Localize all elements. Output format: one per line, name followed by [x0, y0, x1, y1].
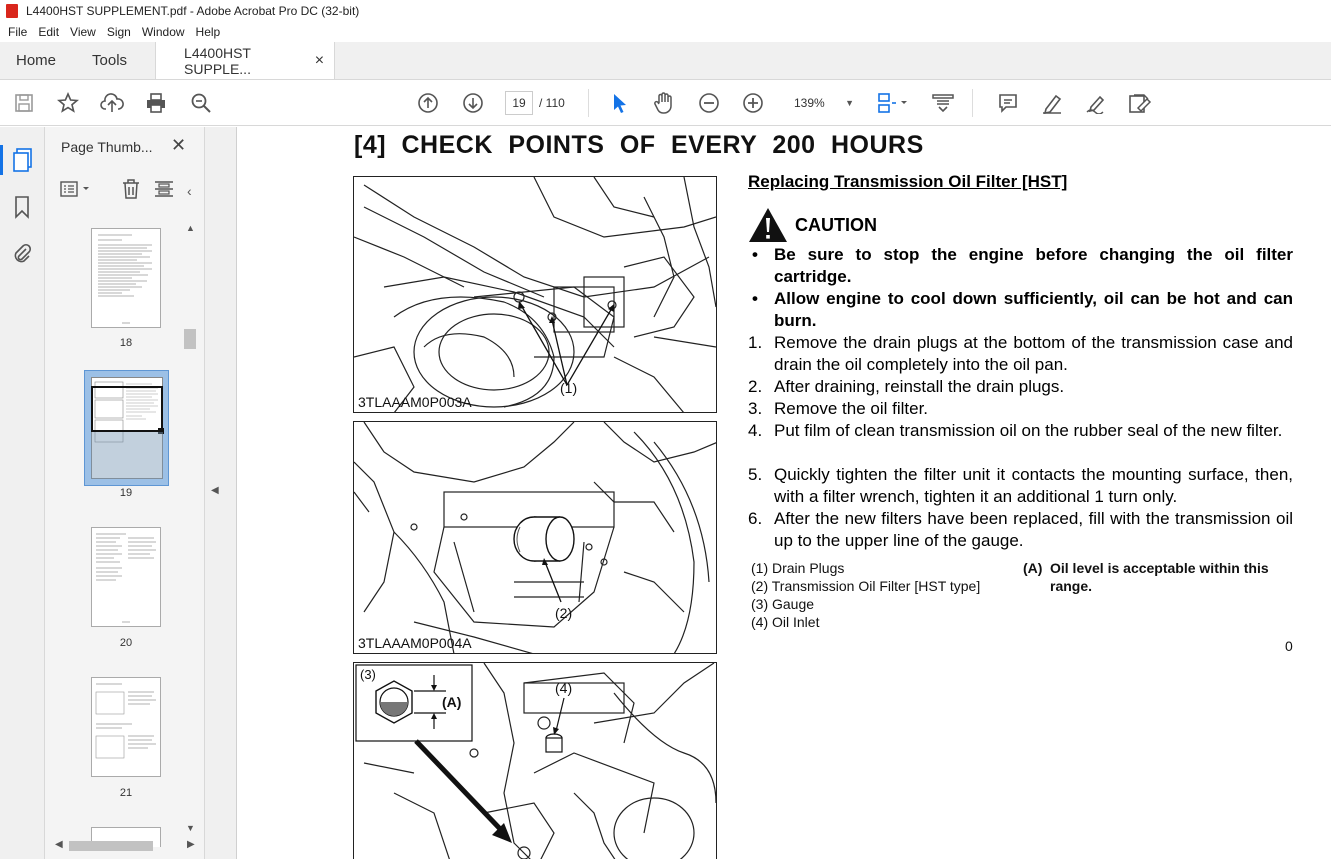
edit-pdf-icon[interactable] [1128, 91, 1152, 115]
document-view[interactable] [237, 127, 1331, 859]
thumbnail-label-19: 19 [119, 487, 133, 499]
window-title: L4400HST SUPPLEMENT.pdf - Adobe Acrobat Pro DC (32-bit) [26, 4, 360, 18]
delete-page-icon[interactable] [120, 178, 142, 205]
page-thumbnail-21[interactable] [91, 677, 161, 777]
thumbnail-scrollbar[interactable] [183, 223, 197, 837]
pdf-page [237, 127, 1331, 859]
menu-bar [0, 22, 1331, 42]
menu-file[interactable]: File [8, 25, 28, 39]
bookmark-icon[interactable] [13, 195, 31, 224]
legend-a-text: Oil level is acceptable within this range. [1050, 560, 1269, 594]
drain-plugs-illustration [354, 177, 717, 413]
legend-a-key: (A) [1023, 560, 1043, 576]
oil-inlet-cap [546, 734, 562, 752]
figure-gauge [353, 662, 717, 859]
page-thumbnail-20[interactable] [91, 527, 161, 627]
bookmark-star-icon[interactable] [56, 91, 80, 115]
page-thumbnails-panel [45, 127, 205, 859]
zoom-search-icon[interactable] [189, 91, 213, 115]
save-icon[interactable] [12, 91, 36, 115]
callout-3: (3) [360, 667, 376, 682]
gauge-illustration [354, 663, 717, 859]
read-mode-icon[interactable] [931, 91, 955, 115]
menu-edit[interactable]: Edit [38, 25, 60, 39]
collapse-panel-icon[interactable]: ◀ [211, 485, 219, 496]
page-number-input[interactable]: 19 [505, 91, 533, 115]
navigation-rail [0, 127, 45, 859]
zoom-out-icon[interactable] [697, 91, 721, 115]
legend-item: (2) Transmission Oil Filter [HST type] [751, 578, 981, 594]
hscrollbar-thumb[interactable] [69, 841, 153, 851]
viewport-rect[interactable] [91, 386, 163, 432]
callout-2: (2) [555, 605, 573, 621]
tab-bar [0, 42, 1331, 80]
select-cursor-icon[interactable] [608, 91, 632, 115]
legend-item: (4) Oil Inlet [751, 614, 820, 630]
callout-1: (1) [560, 380, 578, 396]
step-item: 3. Remove the oil filter. [748, 399, 929, 418]
figure-caption: 3TLAAAM0P003A [358, 394, 472, 410]
close-panel-icon[interactable]: ✕ [171, 135, 187, 155]
callout-a: (A) [442, 694, 462, 710]
thumbnail-hscrollbar[interactable] [51, 839, 199, 853]
legend-item: (3) Gauge [751, 596, 815, 612]
scroll-left-icon[interactable]: ◀ [55, 839, 63, 850]
caution-label: CAUTION [795, 214, 877, 235]
legend-item: (1) Drain Plugs [751, 560, 845, 576]
tab-document[interactable] [155, 42, 335, 79]
page-layout-icon[interactable] [876, 91, 910, 115]
tab-home[interactable]: Home [16, 52, 57, 69]
page-number: 0 [1285, 638, 1293, 654]
attachment-icon[interactable] [12, 241, 32, 270]
scrollbar-thumb[interactable] [184, 329, 196, 349]
active-rail-indicator [0, 145, 3, 175]
step-item: 6. After the new filters have been replaced, fill with the transmission oil up to the upper line of the gauge. [748, 509, 1293, 550]
menu-window[interactable]: Window [141, 25, 185, 39]
organize-pages-icon[interactable] [153, 178, 175, 205]
panel-title: Page Thumb... [61, 139, 153, 155]
comment-icon[interactable] [996, 91, 1020, 115]
thumbnail-label-20: 20 [119, 637, 133, 649]
page-thumbnail-18[interactable] [91, 228, 161, 328]
print-icon[interactable] [144, 91, 168, 115]
legend-a [1023, 559, 1293, 595]
more-options-icon[interactable]: ‹ [187, 183, 192, 199]
menu-sign[interactable]: Sign [106, 25, 131, 39]
tab-tools[interactable]: Tools [92, 52, 128, 69]
panel-splitter[interactable] [205, 127, 237, 859]
figure-caption: 3TLAAAM0P004A [358, 635, 472, 651]
hand-tool-icon[interactable] [652, 91, 676, 115]
fill-sign-icon[interactable] [1084, 91, 1108, 115]
figure-drain-plugs [353, 176, 717, 413]
step-item: 4. Put film of clean transmission oil on the rubber seal of the new filter. [748, 421, 1283, 440]
step-item: 2. After draining, reinstall the drain plugs. [748, 377, 1065, 396]
thumbnail-label-18: 18 [119, 337, 133, 349]
page-total: / 110 [539, 96, 565, 110]
zoom-level-value: 139% [794, 96, 825, 110]
previous-page-icon[interactable] [416, 91, 440, 115]
title-bar [0, 0, 1331, 22]
tab-document-label: L4400HST SUPPLE... [184, 44, 251, 77]
close-tab-icon[interactable]: × [314, 51, 325, 69]
step-item: 1. Remove the drain plugs at the bottom of the transmission case and drain the oil completely into the oil pan. [748, 333, 1293, 374]
acrobat-icon [6, 4, 18, 18]
thumbnail-label-21: 21 [119, 787, 133, 799]
page-thumbnail-19-selected[interactable] [84, 370, 169, 486]
page-thumbnails-icon[interactable] [11, 147, 35, 178]
highlight-pen-icon[interactable] [1040, 91, 1064, 115]
gauge-detail-inset [356, 665, 472, 741]
callout-4: (4) [555, 680, 573, 696]
menu-help[interactable]: Help [195, 25, 221, 39]
scroll-right-icon[interactable]: ▶ [187, 839, 195, 850]
warning-triangle-icon [748, 207, 788, 243]
scroll-down-icon[interactable]: ▼ [186, 823, 195, 833]
section-title: Replacing Transmission Oil Filter [HST] [748, 172, 1068, 191]
zoom-level-select[interactable] [790, 91, 858, 115]
toolbar [0, 81, 1331, 126]
caution-bullet: • Be sure to stop the engine before changing the oil filter cartridge. [752, 245, 1293, 286]
caution-header [748, 207, 877, 243]
figure-oil-filter [353, 421, 717, 654]
thumbnail-options-icon[interactable] [59, 179, 93, 204]
toolbar-divider [588, 89, 589, 117]
zoom-in-icon[interactable] [741, 91, 765, 115]
caution-bullet: • Allow engine to cool down sufficiently, oil can be hot and can burn. [752, 289, 1293, 330]
oil-filter-illustration [354, 422, 717, 654]
toolbar-divider [972, 89, 973, 117]
figure-legend [751, 559, 980, 631]
next-page-icon[interactable] [461, 91, 485, 115]
filter-cartridge [514, 517, 574, 561]
step-item: 5. Quickly tighten the filter unit it contacts the mounting surface, then, with a filter wrench, tighten it an additional 1 turn only. [748, 465, 1293, 506]
chevron-down-icon: ▼ [845, 98, 854, 108]
upload-cloud-icon[interactable] [100, 91, 124, 115]
scroll-up-icon[interactable]: ▲ [186, 223, 195, 233]
menu-view[interactable]: View [70, 25, 96, 39]
page-heading: [4] CHECK POINTS OF EVERY 200 HOURS [354, 131, 924, 159]
